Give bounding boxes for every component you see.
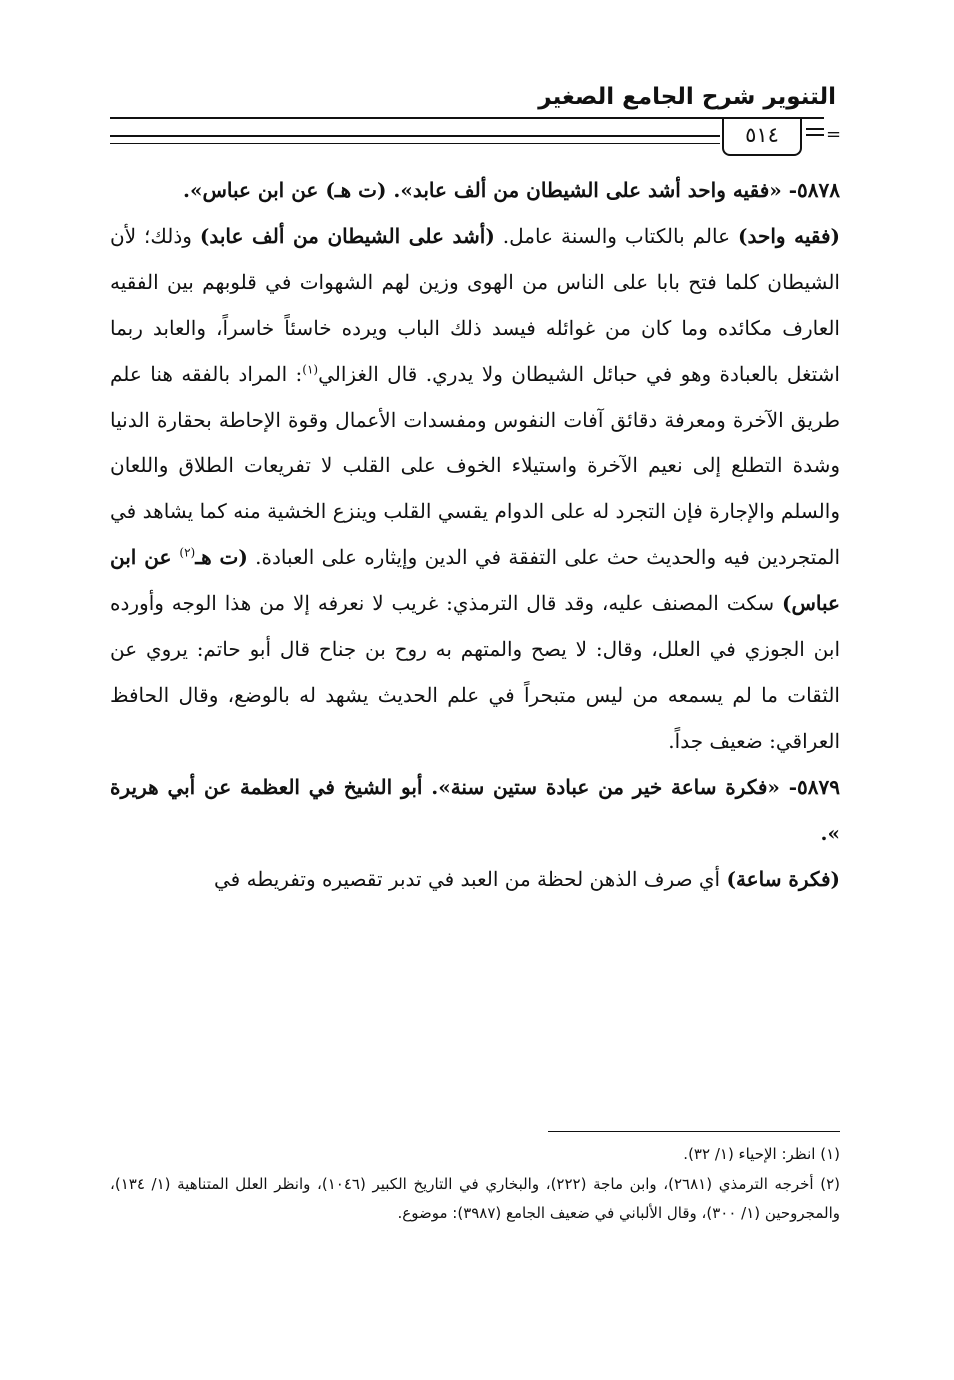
- commentary-text: سكت المصنف عليه، وقد قال الترمذي: غريب لا نعرفه إلا من هذا الوجه وأورده ابن الجوزي في العلل، وقال: لا يصح والمتهم به روح بن جناح قال أبو حاتم: يروي عن الثقات ما لم يسمعه من ليس متبحراً في علم الحديث يشهد له بالوضع، وقال الحافظ العراقي: ضعيف جداً.: [110, 591, 840, 753]
- commentary-lemma: (أشد على الشيطان من ألف عابد): [199, 223, 495, 248]
- footnote-separator: [548, 1131, 840, 1132]
- running-title: التنوير شرح الجامع الصغير: [538, 84, 836, 110]
- commentary-text: وذلك؛ لأن الشيطان كلما فتح بابا على الناس من الهوى وزين لهم الشهوات في قلوبهم بين الفقيه العارف مكائده وما كان من غوائله فيسد ذلك الباب ويرده خاسئاً خاسراً، والعابد ربما اشتغل بالعبادة وهو في حبائل الشيطان ولا يدري. قال الغزالي: [110, 223, 840, 386]
- commentary-lemma: (فكرة ساعة): [726, 866, 840, 891]
- hadith-text: «فقيه واحد أشد على الشيطان من ألف عابد». (ت هـ) عن ابن عباس».: [182, 178, 782, 202]
- header-rule-cap: =: [826, 124, 842, 145]
- commentary-text: أي صرف الذهن لحظة من العبد في تدبر تقصيره وتفريطه في: [213, 866, 727, 891]
- page-number: ٥١٤: [722, 118, 802, 156]
- main-text: [110, 168, 840, 903]
- header-rule-double-2: [110, 143, 720, 144]
- footnotes: [110, 1140, 840, 1229]
- footnote-2: (٢) أخرجه الترمذي (٢٦٨١)، وابن ماجة (٢٢٢)، والبخاري في التاريخ الكبير (١٠٤٦)، وانظر العلل المتناهية (١/ ١٣٤)، والمجروحين (١/ ٣٠٠)، وقال الألباني في ضعيف الجامع (٣٩٨٧): موضوع.: [110, 1174, 840, 1222]
- hadith-number: ٥٨٧٩-: [779, 774, 840, 799]
- footnote-marker: (٢): [179, 545, 196, 560]
- commentary-text: عالم بالكتاب والسنة عامل.: [494, 223, 738, 248]
- commentary-5878: [110, 214, 840, 765]
- footnote-marker: (١): [302, 361, 319, 376]
- commentary-5879: [110, 857, 840, 903]
- commentary-text: : المراد بالفقه هنا علم طريق الآخرة ومعرفة دقائق آفات النفوس ومفسدات الأعمال وقوة الإحاطة بحقارة الدنيا وشدة التطلع إلى نعيم الآخرة واستيلاء الخوف على القلب لا تفريعات الطلاق واللعان والسلم والإجارة فإن التجرد له على الدوام يقسي القلب وينزع الخشية منه كما يشاهد في المتجردين فيه والحديث حث على التفقة في الدين وإيثاره على العبادة.: [110, 361, 841, 570]
- hadith-5878: [110, 168, 840, 214]
- header-rule-end-2: [806, 134, 824, 136]
- footnote-1: (١) انظر: الإحياء (١/ ٣٢).: [683, 1145, 840, 1163]
- source-citation: عن ابن عباس): [110, 545, 840, 616]
- source-citation: (ت هـ: [195, 545, 248, 570]
- hadith-5879: [110, 765, 840, 857]
- hadith-text: «فكرة ساعة خير من عبادة ستين سنة». أبو الشيخ في العظمة عن أبي هريرة ».: [110, 774, 840, 845]
- hadith-number: ٥٨٧٨-: [781, 178, 840, 202]
- header-rule-double-1: [110, 135, 720, 137]
- header-rule-end-1: [806, 128, 824, 130]
- commentary-lemma: (فقيه واحد): [738, 223, 841, 248]
- header-rule-top: [110, 117, 824, 119]
